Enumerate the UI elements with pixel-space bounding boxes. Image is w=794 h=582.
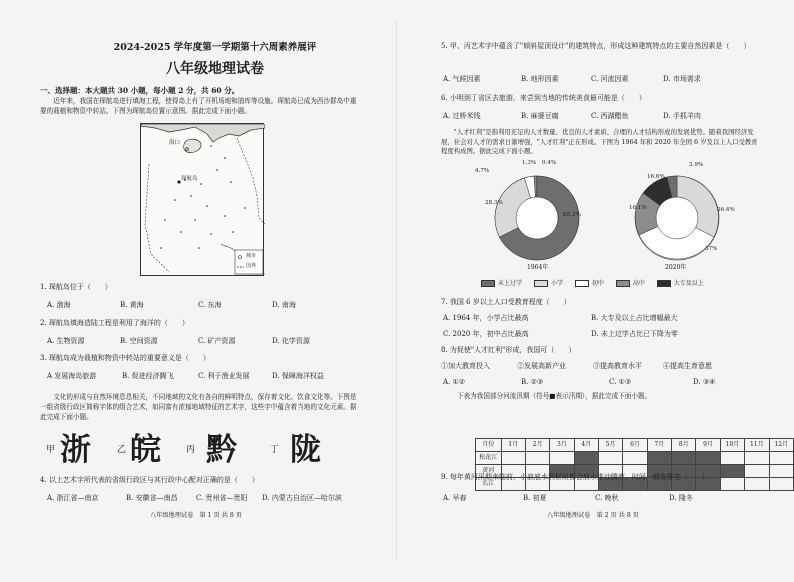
- q9-option-a[interactable]: A. 早春: [443, 494, 467, 502]
- month-cell: [769, 465, 793, 478]
- pct-1964-senior: 1.3%: [522, 160, 537, 166]
- header-month-6: 6月: [623, 439, 647, 452]
- q2-stem: 2. 琛航岛填海造陆工程是利用了海洋的（ ）: [40, 319, 189, 327]
- q3-option-b[interactable]: B. 促进经济腾飞: [122, 372, 174, 380]
- pct-2020-senior: 16.6%: [647, 174, 665, 180]
- legend-item-none: 未上过学: [481, 280, 522, 287]
- flood-cell: [647, 452, 671, 465]
- q8-option-d[interactable]: D. ③④: [693, 378, 716, 386]
- q6-stem: 6. 小明到丁省区去旅游，来尝到当地的传统美食最可能是（ ）: [441, 94, 646, 102]
- q1-option-d[interactable]: D. 南海: [272, 301, 296, 309]
- pct-2020-junior: 37%: [705, 246, 718, 252]
- q6-option-b[interactable]: B. 麻婆豆腐: [521, 112, 559, 120]
- q4-stem: 4. 以上艺术字所代表的省级行政区与其行政中心配对正确的是（ ）: [40, 476, 259, 484]
- q4-option-a[interactable]: A. 浙江省—南京: [47, 494, 99, 502]
- q9-option-b[interactable]: B. 初夏: [523, 494, 547, 502]
- header-month-8: 8月: [672, 439, 696, 452]
- q8-item-1: ①加大教育投入: [441, 362, 490, 370]
- label-haikou: 海口: [169, 140, 181, 146]
- month-cell: [525, 452, 549, 465]
- exam-header: 2024-2025 学年度第一学期第十六周素养展评: [113, 42, 317, 53]
- label-ding: 丁: [270, 445, 280, 455]
- q2-option-a[interactable]: A. 生物资源: [47, 337, 85, 345]
- q9-option-c[interactable]: C. 晚秋: [595, 494, 619, 502]
- q5-option-d[interactable]: D. 市场需求: [663, 75, 701, 83]
- flood-cell: [672, 452, 696, 465]
- page-footer-1: 八年级地理试卷 第 1 页 共 8 页: [150, 512, 242, 519]
- month-cell: [501, 452, 525, 465]
- label-jia: 甲: [46, 445, 56, 455]
- intro-paragraph: 近年来，我国在琛航岛进行填海工程，使得岛上有了开机场地和油库等设施。琛航岛已成为西沙群岛中重要的栽植和物资中转站。下图为琛航岛位置示意图。据此完成下面小题。: [40, 97, 357, 115]
- legend-border: 国界: [246, 263, 257, 269]
- q9-option-d[interactable]: D. 隆冬: [669, 494, 693, 502]
- flood-intro: 下表为我国部分河流汛期（符号■表示汛期），据此完成下面小题。: [457, 392, 652, 400]
- art-glyph-qian: 黔: [206, 432, 235, 468]
- river-name: 松花江: [476, 452, 502, 465]
- month-cell: [769, 452, 793, 465]
- month-cell: [769, 478, 793, 491]
- q3-option-d[interactable]: D. 保障海洋权益: [272, 372, 324, 380]
- culture-intro: 文化的形成与自然环境息息相关，不同地域的文化有各自的鲜明特点，保存着文化、饮食文化等。下图是一组省级行政区简称字体的组合艺术，如同富有浓郁地域特征的艺术字，这些字中蕴含着当地的文化元素。据此完成下面小题。: [40, 393, 357, 421]
- q5-option-b[interactable]: B. 地形因素: [521, 75, 559, 83]
- q4-option-c[interactable]: C. 贵州省—贵阳: [196, 494, 248, 502]
- month-cell: [598, 452, 622, 465]
- label-chenhang: 琛航岛: [181, 176, 198, 182]
- month-cell: [623, 452, 647, 465]
- q8-option-a[interactable]: A. ①②: [443, 378, 466, 386]
- q8-item-4: ④提高生育意愿: [663, 362, 712, 370]
- year-1964: 1964年: [527, 264, 549, 271]
- pct-1964-primary: 28.3%: [485, 200, 503, 206]
- q8-stem: 8. 为促使"人才红利"形成，我国可（ ）: [441, 346, 576, 354]
- month-cell: [720, 452, 744, 465]
- river-name: 长江: [476, 478, 502, 491]
- flood-table: [475, 438, 794, 491]
- q2-option-b[interactable]: B. 空间资源: [120, 337, 158, 345]
- header-month-1: 1月: [501, 439, 525, 452]
- q1-option-a[interactable]: A. 渤海: [47, 301, 71, 309]
- art-glyph-wan: 皖: [130, 432, 159, 468]
- q2-option-d[interactable]: D. 化学资源: [272, 337, 310, 345]
- q5-stem: 5. 甲、丙艺术字中蕴含了"倾斜屋顶设计"的建筑特点，形成这种建筑特点的主要自然因素是（ ）: [441, 42, 751, 50]
- q3-stem: 3. 琛航岛成为栽植和物资中转站的重要意义是（ ）: [40, 354, 210, 362]
- pct-1964-college: 0.4%: [542, 160, 557, 166]
- art-glyph-long: 陇: [290, 432, 319, 468]
- legend-item-college: 大专及以上: [657, 280, 704, 287]
- chart-legend: [481, 280, 704, 288]
- q7-option-a[interactable]: A. 1964 年，小学占比最高: [443, 314, 529, 322]
- year-2020: 2020年: [665, 264, 687, 271]
- q8-item-2: ②发展高新产业: [517, 362, 566, 370]
- month-cell: [550, 452, 574, 465]
- q1-option-b[interactable]: B. 黄海: [120, 301, 144, 309]
- page-2: [397, 0, 794, 582]
- label-bing: 丙: [186, 445, 196, 455]
- exam-title: 八年级地理试卷: [166, 61, 264, 77]
- q5-option-c[interactable]: C. 河流因素: [591, 75, 629, 83]
- chenhang-map: [140, 123, 264, 276]
- q4-option-b[interactable]: B. 安徽省—南昌: [126, 494, 178, 502]
- q3-option-c[interactable]: C. 利于渔业发展: [198, 372, 250, 380]
- legend-item-senior: 高中: [616, 280, 645, 287]
- legend-item-junior: 初中: [575, 280, 604, 287]
- education-donut-charts: [441, 160, 761, 288]
- q4-option-d[interactable]: D. 内蒙古自治区—哈尔滨: [262, 494, 342, 502]
- section-heading: 一、选择题：本大题共 30 小题，每小题 2 分，共 60 分。: [40, 86, 240, 95]
- header-month-9: 9月: [696, 439, 720, 452]
- pct-1964-junior: 4.7%: [475, 168, 490, 174]
- pct-2020-none: 3.9%: [689, 162, 704, 168]
- q7-option-b[interactable]: B. 大专及以上占比增幅最大: [591, 314, 678, 322]
- month-cell: [745, 452, 769, 465]
- q2-option-c[interactable]: C. 矿产资源: [198, 337, 236, 345]
- q1-option-c[interactable]: C. 东海: [198, 301, 222, 309]
- q5-option-a[interactable]: A. 气候因素: [443, 75, 481, 83]
- header-month-4: 4月: [574, 439, 598, 452]
- header-month-10: 10月: [720, 439, 744, 452]
- flood-cell: [574, 452, 598, 465]
- pct-1964-none: 65.3%: [563, 212, 581, 218]
- label-yi: 乙: [117, 445, 127, 455]
- pct-2020-primary: 26.4%: [717, 207, 735, 213]
- header-month-5: 5月: [598, 439, 622, 452]
- header-month-2: 2月: [525, 439, 549, 452]
- header-month-12: 12月: [769, 439, 793, 452]
- q8-option-b[interactable]: B. ②③: [521, 378, 544, 386]
- art-glyph-zhe: 浙: [60, 432, 89, 468]
- q6-option-d[interactable]: D. 手抓羊肉: [663, 112, 701, 120]
- header-month: 月份: [476, 439, 502, 452]
- pct-2020-college: 16.1%: [629, 205, 647, 211]
- q6-option-a[interactable]: A. 过桥米线: [443, 112, 481, 120]
- legend-city: 城市: [246, 253, 257, 259]
- header-month-11: 11月: [745, 439, 769, 452]
- q6-option-c[interactable]: C. 西湖醋鱼: [591, 112, 629, 120]
- flood-table-header: [476, 439, 794, 452]
- legend-item-primary: 小学: [534, 280, 563, 287]
- header-month-3: 3月: [550, 439, 574, 452]
- q3-option-a[interactable]: A 发展海岛旅游: [47, 372, 97, 380]
- page-footer-2: 八年级地理试卷 第 2 页 共 8 页: [547, 512, 639, 519]
- q8-option-c[interactable]: C. ①③: [609, 378, 632, 386]
- river-name: 黄河: [476, 465, 502, 478]
- table-row: [476, 452, 794, 465]
- q7-option-d[interactable]: D. 未上过学占比已下降为零: [591, 330, 678, 338]
- q1-stem: 1. 琛航岛位于（ ）: [40, 283, 112, 291]
- q9-stem: 9. 每年黄河汛期来临前，小浪底水利枢纽都会放水排沙腾库，时间一般安排在（ ）: [441, 473, 709, 481]
- flood-cell: [696, 452, 720, 465]
- q7-option-c[interactable]: C. 2020 年，初中占比最高: [443, 330, 529, 338]
- q7-stem: 7. 我国 6 岁以上人口受教育程度（ ）: [441, 298, 571, 306]
- header-month-7: 7月: [647, 439, 671, 452]
- q8-item-3: ③提高教育水平: [593, 362, 642, 370]
- talent-intro: "人才红利"是指利用充足的人才数量、优良的人才素质、合理的人才结构形成的发展优势。随着我国经济发展，社会对人才的需求日渐增强，"人才红利"正在形成。下图为 1964 年和 2020 年全国 6 岁及以上人口受教育程度构成图。据此完成下面小题。: [441, 128, 758, 156]
